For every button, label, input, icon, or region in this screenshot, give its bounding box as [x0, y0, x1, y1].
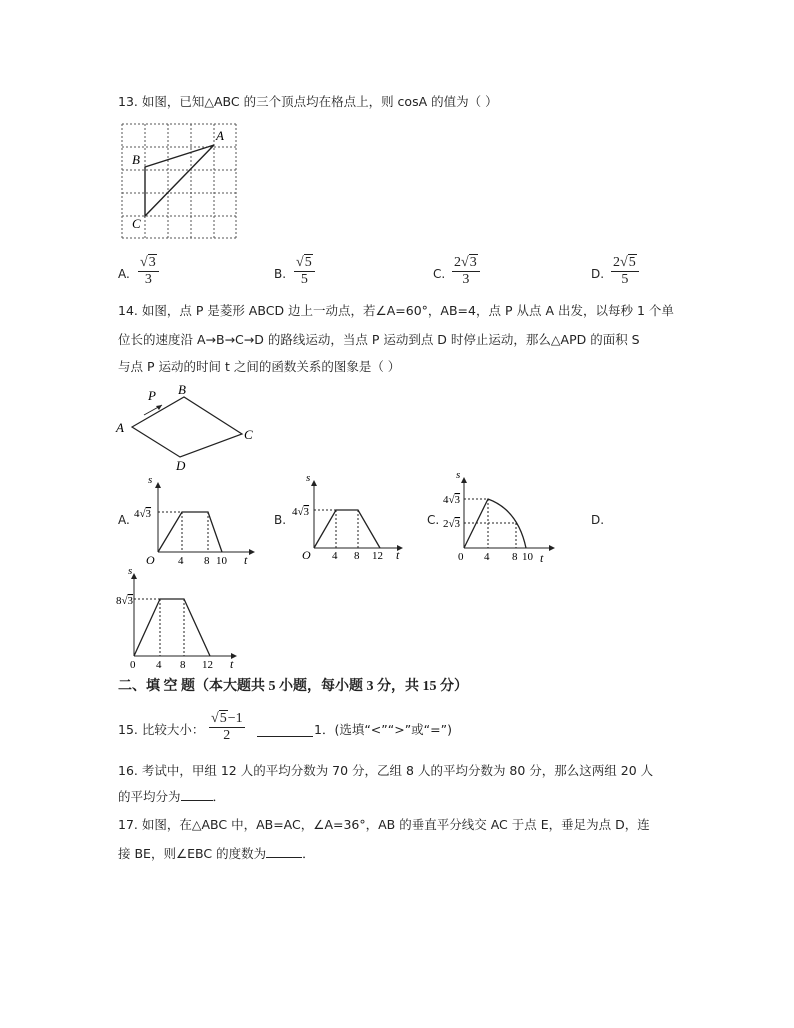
vertex-b-label: B: [132, 152, 140, 167]
q16-line2-end: ．: [212, 789, 226, 804]
graph-a-xtick-10: 10: [216, 555, 227, 567]
rhombus-a-label: A: [116, 420, 124, 435]
q14-option-a-label[interactable]: A.: [118, 513, 130, 527]
q13-option-a-label[interactable]: A.: [118, 267, 130, 281]
q16-line2: [118, 788, 225, 805]
graph-c-y-axis: s: [456, 469, 461, 481]
q14-line3: 与点 P 运动的时间 t 之间的函数关系的图象是（ ）: [118, 359, 401, 374]
graph-a-xtick-4: 4: [178, 555, 184, 567]
q14-graph-a[interactable]: [130, 475, 260, 565]
graph-d-x-axis: t: [230, 657, 234, 671]
q16-line1: 16. 考试中，甲组 12 人的平均分数为 70 分，乙组 8 人的平均分数为 80 分，那么这两组 20 人: [118, 763, 654, 778]
graph-b-x-axis: t: [396, 548, 400, 562]
graph-b-xtick-12: 12: [372, 550, 383, 562]
graph-d-xtick-8: 8: [180, 659, 186, 671]
graph-a-xtick-8: 8: [204, 555, 210, 567]
graph-c-ytick-4: 4√3: [443, 494, 461, 506]
q15-answer-blank[interactable]: [257, 722, 313, 737]
graph-b-xtick-8: 8: [354, 550, 360, 562]
graph-a-curve: [158, 512, 222, 552]
q14-option-c-label[interactable]: C.: [427, 513, 440, 527]
graph-c-xtick-4: 4: [484, 551, 490, 563]
q13-option-c-label[interactable]: C.: [433, 267, 446, 281]
graph-a-origin: O: [146, 553, 155, 567]
graph-b-xtick-4: 4: [332, 550, 338, 562]
graph-d-y-axis: s: [128, 565, 133, 577]
graph-b-y-axis: s: [306, 472, 311, 484]
graph-d-xtick-12: 12: [202, 659, 213, 671]
q15-prefix: 15. 比较大小：: [118, 722, 205, 737]
q15-suffix: 1．(选填“<”“>”或“=”): [314, 722, 452, 737]
graph-d-xtick-4: 4: [156, 659, 162, 671]
graph-a-y-axis: s: [148, 474, 153, 486]
q17-line2-text: 接 BE，则∠EBC 的度数为: [118, 846, 267, 861]
q14-line2: 位长的速度沿 A→B→C→D 的路线运动，当点 P 运动到点 D 时停止运动，那么△APD 的面积 S: [118, 332, 640, 347]
point-p-label: P: [148, 388, 156, 403]
graph-a-x-axis: t: [244, 553, 248, 567]
section2-title: 二、填 空 题（本大题共 5 小题，每小题 3 分，共 15 分）: [118, 679, 468, 694]
q13-option-d-label[interactable]: D.: [591, 267, 605, 281]
q14-option-b-label[interactable]: B.: [274, 513, 287, 527]
q16-answer-blank[interactable]: [181, 788, 213, 801]
q16-line2-text: 的平均分为: [118, 789, 181, 804]
graph-b-curve: [314, 510, 380, 548]
graph-c-x-axis: t: [540, 551, 544, 565]
q17-line2-end: ．: [302, 846, 315, 861]
q13-option-b-label[interactable]: B.: [274, 267, 287, 281]
q13-option-a-value[interactable]: $\frac{√3}{3}$: [138, 255, 159, 288]
q13-grid-figure: [118, 120, 238, 240]
q14-graph-b[interactable]: [288, 473, 418, 563]
graph-c-xtick-8: 8: [512, 551, 518, 563]
rhombus-b-label: B: [178, 382, 186, 397]
q17-line2: [118, 845, 315, 862]
graph-b-origin: O: [302, 548, 311, 562]
graph-c-origin: 0: [458, 551, 464, 563]
q15-fraction: $\frac{√5-1}{2}$: [211, 711, 243, 743]
q13-stem: 13. 如图，已知△ABC 的三个顶点均在格点上，则 cosA 的值为（ ）: [118, 94, 498, 109]
q13-option-d-value[interactable]: $\frac{2√5}{5}$: [611, 255, 639, 288]
graph-c-xtick-10: 10: [522, 551, 533, 563]
q14-rhombus-figure: [114, 382, 264, 472]
triangle-abc: [145, 145, 214, 216]
graph-a-ytick: 4√3: [134, 508, 152, 520]
rhombus-abcd: [132, 397, 242, 457]
graph-d-origin: 0: [130, 659, 136, 671]
q17-answer-blank[interactable]: [266, 845, 302, 858]
q17-line1: 17. 如图，在△ABC 中，AB=AC，∠A=36°，AB 的垂直平分线交 AC 于点 E，垂足为点 D，连: [118, 817, 650, 832]
vertex-c-label: C: [132, 216, 141, 231]
q13-option-c-value[interactable]: $\frac{2√3}{3}$: [452, 255, 480, 288]
vertex-a-label: A: [216, 128, 224, 143]
graph-c-ytick-2: 2√3: [443, 518, 461, 530]
q14-line1: 14. 如图，点 P 是菱形 ABCD 边上一动点，若∠A=60°，AB=4，点 P 从点 A 出发，以每秒 1 个单: [118, 303, 674, 318]
graph-d-curve: [134, 599, 210, 656]
q14-option-d-label[interactable]: D.: [591, 513, 605, 527]
graph-d-ytick: 8√3: [116, 595, 134, 607]
q14-graph-c[interactable]: [440, 470, 570, 565]
rhombus-c-label: C: [244, 427, 253, 442]
q14-graph-d[interactable]: [114, 566, 244, 670]
q13-option-b-value[interactable]: $\frac{√5}{5}$: [294, 255, 315, 288]
graph-b-ytick: 4√3: [292, 506, 310, 518]
rhombus-d-label: D: [176, 458, 186, 473]
